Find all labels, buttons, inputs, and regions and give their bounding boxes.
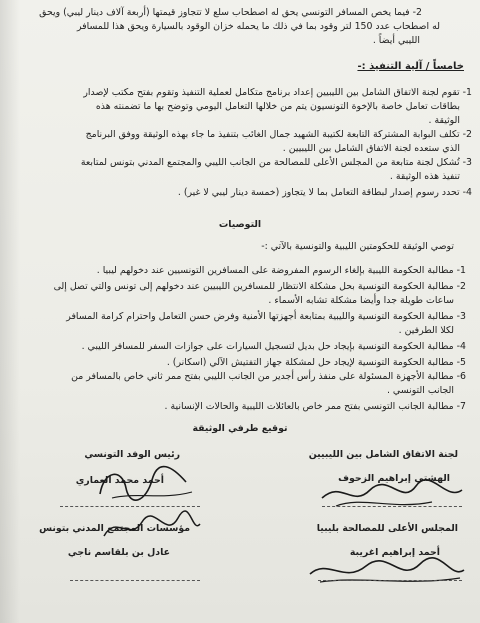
sig-left-top-name: أحمد محمد العماري (75, 475, 164, 486)
s5-item1-line1: 1- تقوم لجنة الاتفاق الشامل بين الليبيين إعداد برنامج متكامل لعملية التنفيذ وتقوم بفتح مكتب لإصدار (83, 87, 472, 98)
rec-item4: 4- مطالبة الحكومة التونسية بإيجاد حل بديل لتسجيل السيارات على جوازات السفر للمسافر الليبي . (81, 341, 466, 352)
rec-item6-line2: الجانب التونسي . (386, 385, 454, 396)
s5-item4: 4- تحدد رسوم إصدار لبطاقة التعامل بما لا يتجاوز (خمسة دينار ليبي لا غير) . (177, 187, 472, 198)
s5-item2-line2: الذي ستعده لجنة الاتفاق الشامل بين الليبيين . (282, 143, 460, 154)
sig-left-top-title: رئيس الوفد التونسي (84, 449, 180, 460)
signature-line-left-top (60, 506, 200, 507)
signature-line-right-bottom (318, 580, 462, 581)
section5-heading: خامساً / آلية التنفيذ :- (357, 61, 464, 72)
sig-right-bottom-title: المجلس الأعلى للمصالحة بليبيا (316, 523, 458, 534)
rec-item6-line1: 6- مطالبة الأجهزة المسئولة على منفذ رأس أجدير من الجانب الليبي بفتح ممر ثاني خاص بالمسافر من (71, 371, 466, 382)
recommendations-intro: توصي الوثيقة للحكومتين الليبية والتونسية بالآتي :- (261, 241, 454, 252)
item2-line-2: له اصطحاب عدد 150 لتر وقود بما في ذلك ما يحمله خزان الوقود بالسيارة ويحق هذا للمسافر (76, 21, 440, 32)
signature-scribble-left-bottom (96, 508, 206, 548)
signature-scribble-right-bottom (300, 554, 470, 594)
signatures-heading: توقيع طرفي الوثيقة (192, 423, 288, 434)
rec-item3-line1: 3- مطالبة الحكومة التونسية والليبية بمتابعة أجهزتها الأمنية وفرض حسن التعامل واحترام كرامة المسافر (66, 311, 466, 322)
s5-item1-line2: بطاقات تعامل خاصة بالإخوة التونسيون يتم من خلالها التعامل اليومي وتوضح بها ما تضمنته هذه (95, 101, 460, 112)
sig-left-bottom-name: عادل بن بلقاسم ناجي (67, 547, 170, 558)
s5-item2-line1: 2- تكلف البوابة المشتركة التابعة لكتيبة الشهيد جمال الغائب بتنفيذ ما جاء بهذه الوثيقة ووفق البرنامج (85, 129, 472, 140)
rec-item2-line2: ساعات طويلة جدا وأيضا مشكلة تشابه الأسماء . (268, 295, 454, 306)
s5-item3-line2: تنفيذ هذه الوثيقة . (389, 171, 460, 182)
rec-item1: 1- مطالبة الحكومة الليبية بإلغاء الرسوم المفروضة على المسافرين التونسيين عند دخولهم ليبيا . (96, 265, 466, 276)
signature-scribble-left-top (82, 462, 202, 506)
s5-item1-line3: الوثيقة . (428, 115, 460, 126)
item2-line-3: الليبي أيضاً . (372, 35, 420, 46)
rec-item5: 5- مطالبة الحكومة التونسية لإيجاد حل لمشكلة جهاز التفتيش الآلي (اسكانر) . (166, 357, 466, 368)
sig-left-bottom-title: مؤسسات المجتمع المدني بتونس (39, 523, 190, 534)
signature-line-right-top (322, 506, 462, 507)
rec-item7: 7- مطالبة الجانب التونسي بفتح ممر خاص بالعائلات الليبية والحالات الإنسانية . (164, 401, 466, 412)
sig-right-bottom-name: أحمد إبراهيم اغريبة (349, 547, 440, 558)
signature-scribble-right-top (312, 476, 472, 516)
signature-line-left-bottom (70, 580, 200, 581)
item2-line-1: 2- فيما يخص المسافر التونسي يحق له اصطحاب سلع لا تتجاوز قيمتها (أربعة آلاف دينار ليبي) ويحق (39, 7, 422, 18)
rec-item3-line2: لكلا الطرفين . (398, 325, 454, 336)
rec-item2-line1: 2- مطالبة الحكومة التونسية بحل مشكلة الانتظار للمسافرين الليبيين عند دخولهم إلى تونس والتي تصل إلى (53, 281, 466, 292)
s5-item3-line1: 3- تُشكل لجنة متابعة من المجلس الأعلى للمصالحة من الجانب الليبي والمجتمع المدني بتونس لمتابعة (80, 157, 472, 168)
sig-right-top-name: الهشتي إبراهيم الزحوف (338, 473, 450, 484)
recommendations-heading: التوصيات (218, 219, 262, 230)
sig-right-top-title: لجنة الاتفاق الشامل بين الليبيين (308, 449, 458, 460)
